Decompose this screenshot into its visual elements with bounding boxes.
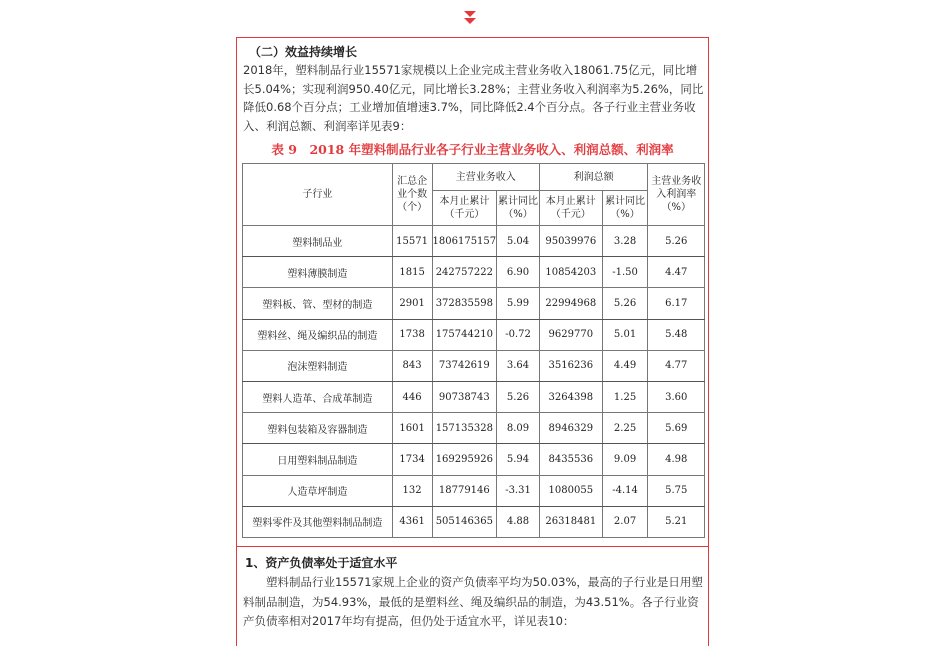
cell-profit-yoy: 5.26 [602,288,648,319]
cell-revenue: 90738743 [432,381,497,412]
cell-profit: 10854203 [539,257,602,288]
cell-profit-yoy: 9.09 [602,444,648,475]
cell-profit: 3264398 [539,381,602,412]
cell-count: 15571 [392,226,432,257]
cell-margin: 5.48 [648,319,705,350]
cell-margin: 5.21 [648,506,705,537]
cell-count: 1601 [392,413,432,444]
cell-name: 塑料包装箱及容器制造 [243,413,393,444]
cell-margin: 3.60 [648,381,705,412]
cell-profit-yoy: 2.25 [602,413,648,444]
cell-count: 1815 [392,257,432,288]
cell-profit: 3516236 [539,350,602,381]
table-row [243,506,705,537]
cell-revenue: 175744210 [432,319,497,350]
table-row [243,226,705,257]
header-company-count: 汇总企业个数（个） [392,164,432,226]
cell-revenue-yoy: 6.90 [497,257,540,288]
header-profit-cum: 本月止累计（千元） [539,191,602,226]
header-profit: 利润总额 [539,164,648,191]
cell-profit: 8435536 [539,444,602,475]
table-row [243,257,705,288]
cell-name: 人造草坪制造 [243,475,393,506]
cell-revenue-yoy: 3.64 [497,350,540,381]
section-title: 1、资产负债率处于适宜水平 [245,556,398,570]
cell-profit-yoy: 2.07 [602,506,648,537]
header-margin: 主营业务收入利润率（%） [648,164,705,226]
table-row [243,475,705,506]
cell-revenue: 73742619 [432,350,497,381]
double-chevron-down-icon [462,10,478,26]
industry-table [242,163,705,538]
cell-profit: 26318481 [539,506,602,537]
cell-profit: 22994968 [539,288,602,319]
cell-profit-yoy: 3.28 [602,226,648,257]
cell-name: 塑料薄膜制造 [243,257,393,288]
cell-profit-yoy: 5.01 [602,319,648,350]
section-title: （二）效益持续增长 [249,45,358,59]
cell-margin: 4.77 [648,350,705,381]
cell-revenue: 157135328 [432,413,497,444]
header-sub-industry: 子行业 [243,164,393,226]
cell-profit: 8946329 [539,413,602,444]
cell-name: 日用塑料制品制造 [243,444,393,475]
table-row [243,381,705,412]
cell-profit: 9629770 [539,319,602,350]
cell-revenue-yoy: 5.94 [497,444,540,475]
cell-count: 1738 [392,319,432,350]
section-paragraph: 塑料制品行业15571家规上企业的资产负债率平均为50.03%，最高的子行业是日用塑料制品制造，为54.93%，最低的是塑料丝、绳及编织品的制造，为43.51%。各子行业资产负债率相对2017年均有提高，但仍处于适宜水平，详见表10： [243,575,703,628]
cell-profit: 95039976 [539,226,602,257]
table-row [243,319,705,350]
cell-revenue: 372835598 [432,288,497,319]
section-paragraph: 2018年，塑料制品行业15571家规模以上企业完成主营业务收入18061.75亿元，同比增长5.04%；实现利润950.40亿元，同比增长3.28%；主营业务收入利润率为5.26%，同比降低0.68个百分点；工业增加值增速3.7%，同比降低2.4个百分点。各子行业主营业务收入、利润总额、利润率详见表9： [243,63,704,133]
cell-revenue: 169295926 [432,444,497,475]
cell-name: 塑料丝、绳及编织品的制造 [243,319,393,350]
cell-revenue-yoy: 5.99 [497,288,540,319]
cell-margin: 5.75 [648,475,705,506]
cell-name: 塑料零件及其他塑料制品制造 [243,506,393,537]
cell-revenue: 242757222 [432,257,497,288]
cell-revenue-yoy: 4.88 [497,506,540,537]
cell-revenue-yoy: -3.31 [497,475,540,506]
cell-count: 446 [392,381,432,412]
cell-count: 1734 [392,444,432,475]
cell-margin: 5.26 [648,226,705,257]
table-caption: 表 9 2018 年塑料制品行业各子行业主营业务收入、利润总额、利润率 [271,142,674,157]
cell-margin: 4.47 [648,257,705,288]
header-profit-yoy: 累计同比（%） [602,191,648,226]
cell-profit: 1080055 [539,475,602,506]
cell-name: 塑料板、管、型材的制造 [243,288,393,319]
cell-name: 泡沫塑料制造 [243,350,393,381]
section-box-debt [236,546,709,646]
cell-count: 2901 [392,288,432,319]
cell-revenue-yoy: 8.09 [497,413,540,444]
cell-profit-yoy: 4.49 [602,350,648,381]
header-revenue-yoy: 累计同比（%） [497,191,540,226]
cell-revenue-yoy: -0.72 [497,319,540,350]
table-row [243,288,705,319]
cell-count: 132 [392,475,432,506]
cell-profit-yoy: -1.50 [602,257,648,288]
cell-revenue: 1806175157 [432,226,497,257]
cell-profit-yoy: -4.14 [602,475,648,506]
cell-margin: 5.69 [648,413,705,444]
cell-revenue: 505146365 [432,506,497,537]
cell-count: 4361 [392,506,432,537]
cell-margin: 4.98 [648,444,705,475]
cell-name: 塑料人造革、合成革制造 [243,381,393,412]
table-row [243,350,705,381]
cell-revenue: 18779146 [432,475,497,506]
cell-revenue-yoy: 5.26 [497,381,540,412]
table-row [243,444,705,475]
section-box-profit [236,37,709,547]
cell-margin: 6.17 [648,288,705,319]
cell-name: 塑料制品业 [243,226,393,257]
table-row [243,413,705,444]
cell-count: 843 [392,350,432,381]
header-revenue-cum: 本月止累计（千元） [432,191,497,226]
header-revenue: 主营业务收入 [432,164,539,191]
cell-revenue-yoy: 5.04 [497,226,540,257]
cell-profit-yoy: 1.25 [602,381,648,412]
